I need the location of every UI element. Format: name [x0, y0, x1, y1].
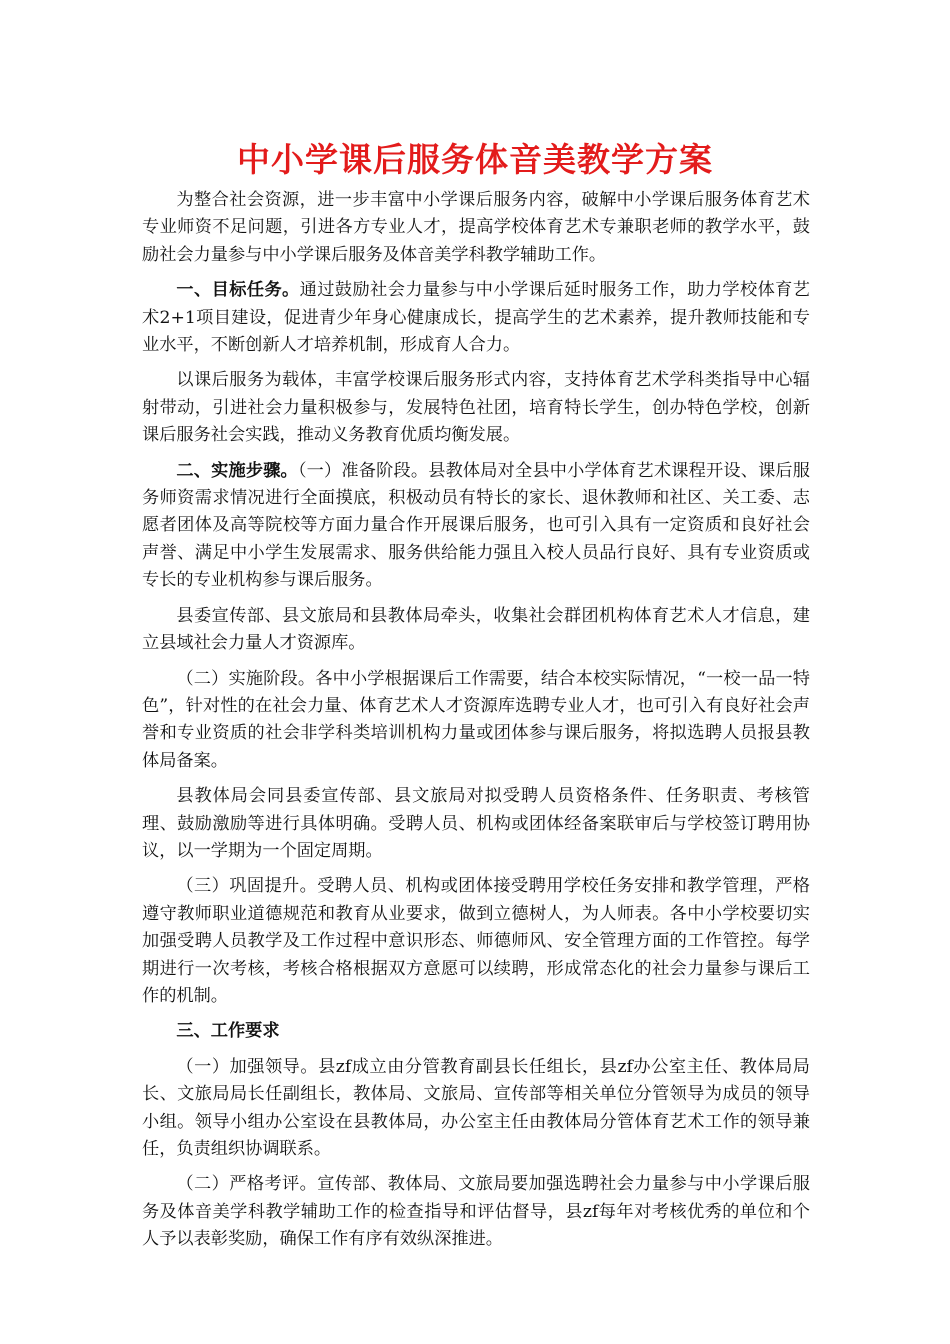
section-1-text-1: 通过鼓励社会力量参与中小学课后延时服务工作，助力学校体育艺术2+1项目建设，促进青少年身心健康成长，提高学生的艺术素养，提升教师技能和专业水平，不断创新人才培养机制，形成育人合力。 [142, 280, 810, 356]
section-2-paragraph-1 [142, 458, 810, 595]
section-2-heading: 二、实施步骤。 [176, 460, 298, 481]
section-2-paragraph-2: 县委宣传部、县文旅局和县教体局牵头，收集社会群团机构体育艺术人才信息，建立县域社会力量人才资源库。 [142, 605, 810, 654]
section-2-paragraph-3: （二）实施阶段。各中小学根据课后工作需要，结合本校实际情况，“一校一品一特色”，针对性的在社会力量、体育艺术人才资源库选聘专业人才，也可引入有良好社会声誉和专业资质的社会非学科类培训机构力量或团体参与课后服务，将拟选聘人员报县教体局备案。 [142, 668, 810, 771]
document-body [142, 187, 810, 1262]
document-title: 中小学课后服务体音美教学方案 [237, 140, 713, 179]
section-2-paragraph-4: 县教体局会同县委宣传部、县文旅局对拟受聘人员资格条件、任务职责、考核管理、鼓励激励等进行具体明确。受聘人员、机构或团体经备案联审后与学校签订聘用协议，以一学期为一个固定周期。 [142, 786, 810, 861]
section-1-paragraph-1 [142, 277, 810, 359]
section-3-paragraph-2: （二）严格考评。宣传部、教体局、文旅局要加强选聘社会力量参与中小学课后服务及体音美学科教学辅助工作的检查指导和评估督导，县zf每年对考核优秀的单位和个人予以表彰奖励，确保工作有序有效纵深推进。 [142, 1174, 810, 1250]
section-2-text-1: （一）准备阶段。县教体局对全县中小学体育艺术课程开设、课后服务师资需求情况进行全面摸底，积极动员有特长的家长、退休教师和社区、关工委、志愿者团体及高等院校等方面力量合作开展课后服务，也可引入具有一定资质和良好社会声誉、满足中小学生发展需求、服务供给能力强且入校人员品行良好、具有专业资质或专长的专业机构参与课后服务。 [142, 460, 810, 591]
section-3-paragraph-1: （一）加强领导。县zf成立由分管教育副县长任组长，县zf办公室主任、教体局局长、文旅局局长任副组长，教体局、文旅局、宣传部等相关单位分管领导为成员的领导小组。领导小组办公室设在县教体局，办公室主任由教体局分管体育艺术工作的领导兼任，负责组织协调联系。 [142, 1056, 810, 1159]
section-1-paragraph-2: 以课后服务为载体，丰富学校课后服务形式内容，支持体育艺术学科类指导中心辐射带动，引进社会力量积极参与，发展特色社团，培育特长学生，创办特色学校，创新课后服务社会实践，推动义务教育优质均衡发展。 [142, 370, 810, 446]
intro-paragraph: 为整合社会资源，进一步丰富中小学课后服务内容，破解中小学课后服务体育艺术专业师资不足问题，引进各方专业人才，提高学校体育艺术专兼职老师的教学水平，鼓励社会力量参与中小学课后服务及体音美学科教学辅助工作。 [142, 190, 810, 265]
section-1-heading: 一、目标任务。 [176, 280, 300, 301]
section-2-paragraph-5: （三）巩固提升。受聘人员、机构或团体接受聘用学校任务安排和教学管理，严格遵守教师职业道德规范和教育从业要求，做到立德树人，为人师表。各中小学校要切实加强受聘人员教学及工作过程中意识形态、师德师风、安全管理方面的工作管控。每学期进行一次考核，考核合格根据双方意愿可以续聘，形成常态化的社会力量参与课后工作的机制。 [142, 876, 810, 1006]
section-3-heading: 三、工作要求 [176, 1021, 280, 1042]
